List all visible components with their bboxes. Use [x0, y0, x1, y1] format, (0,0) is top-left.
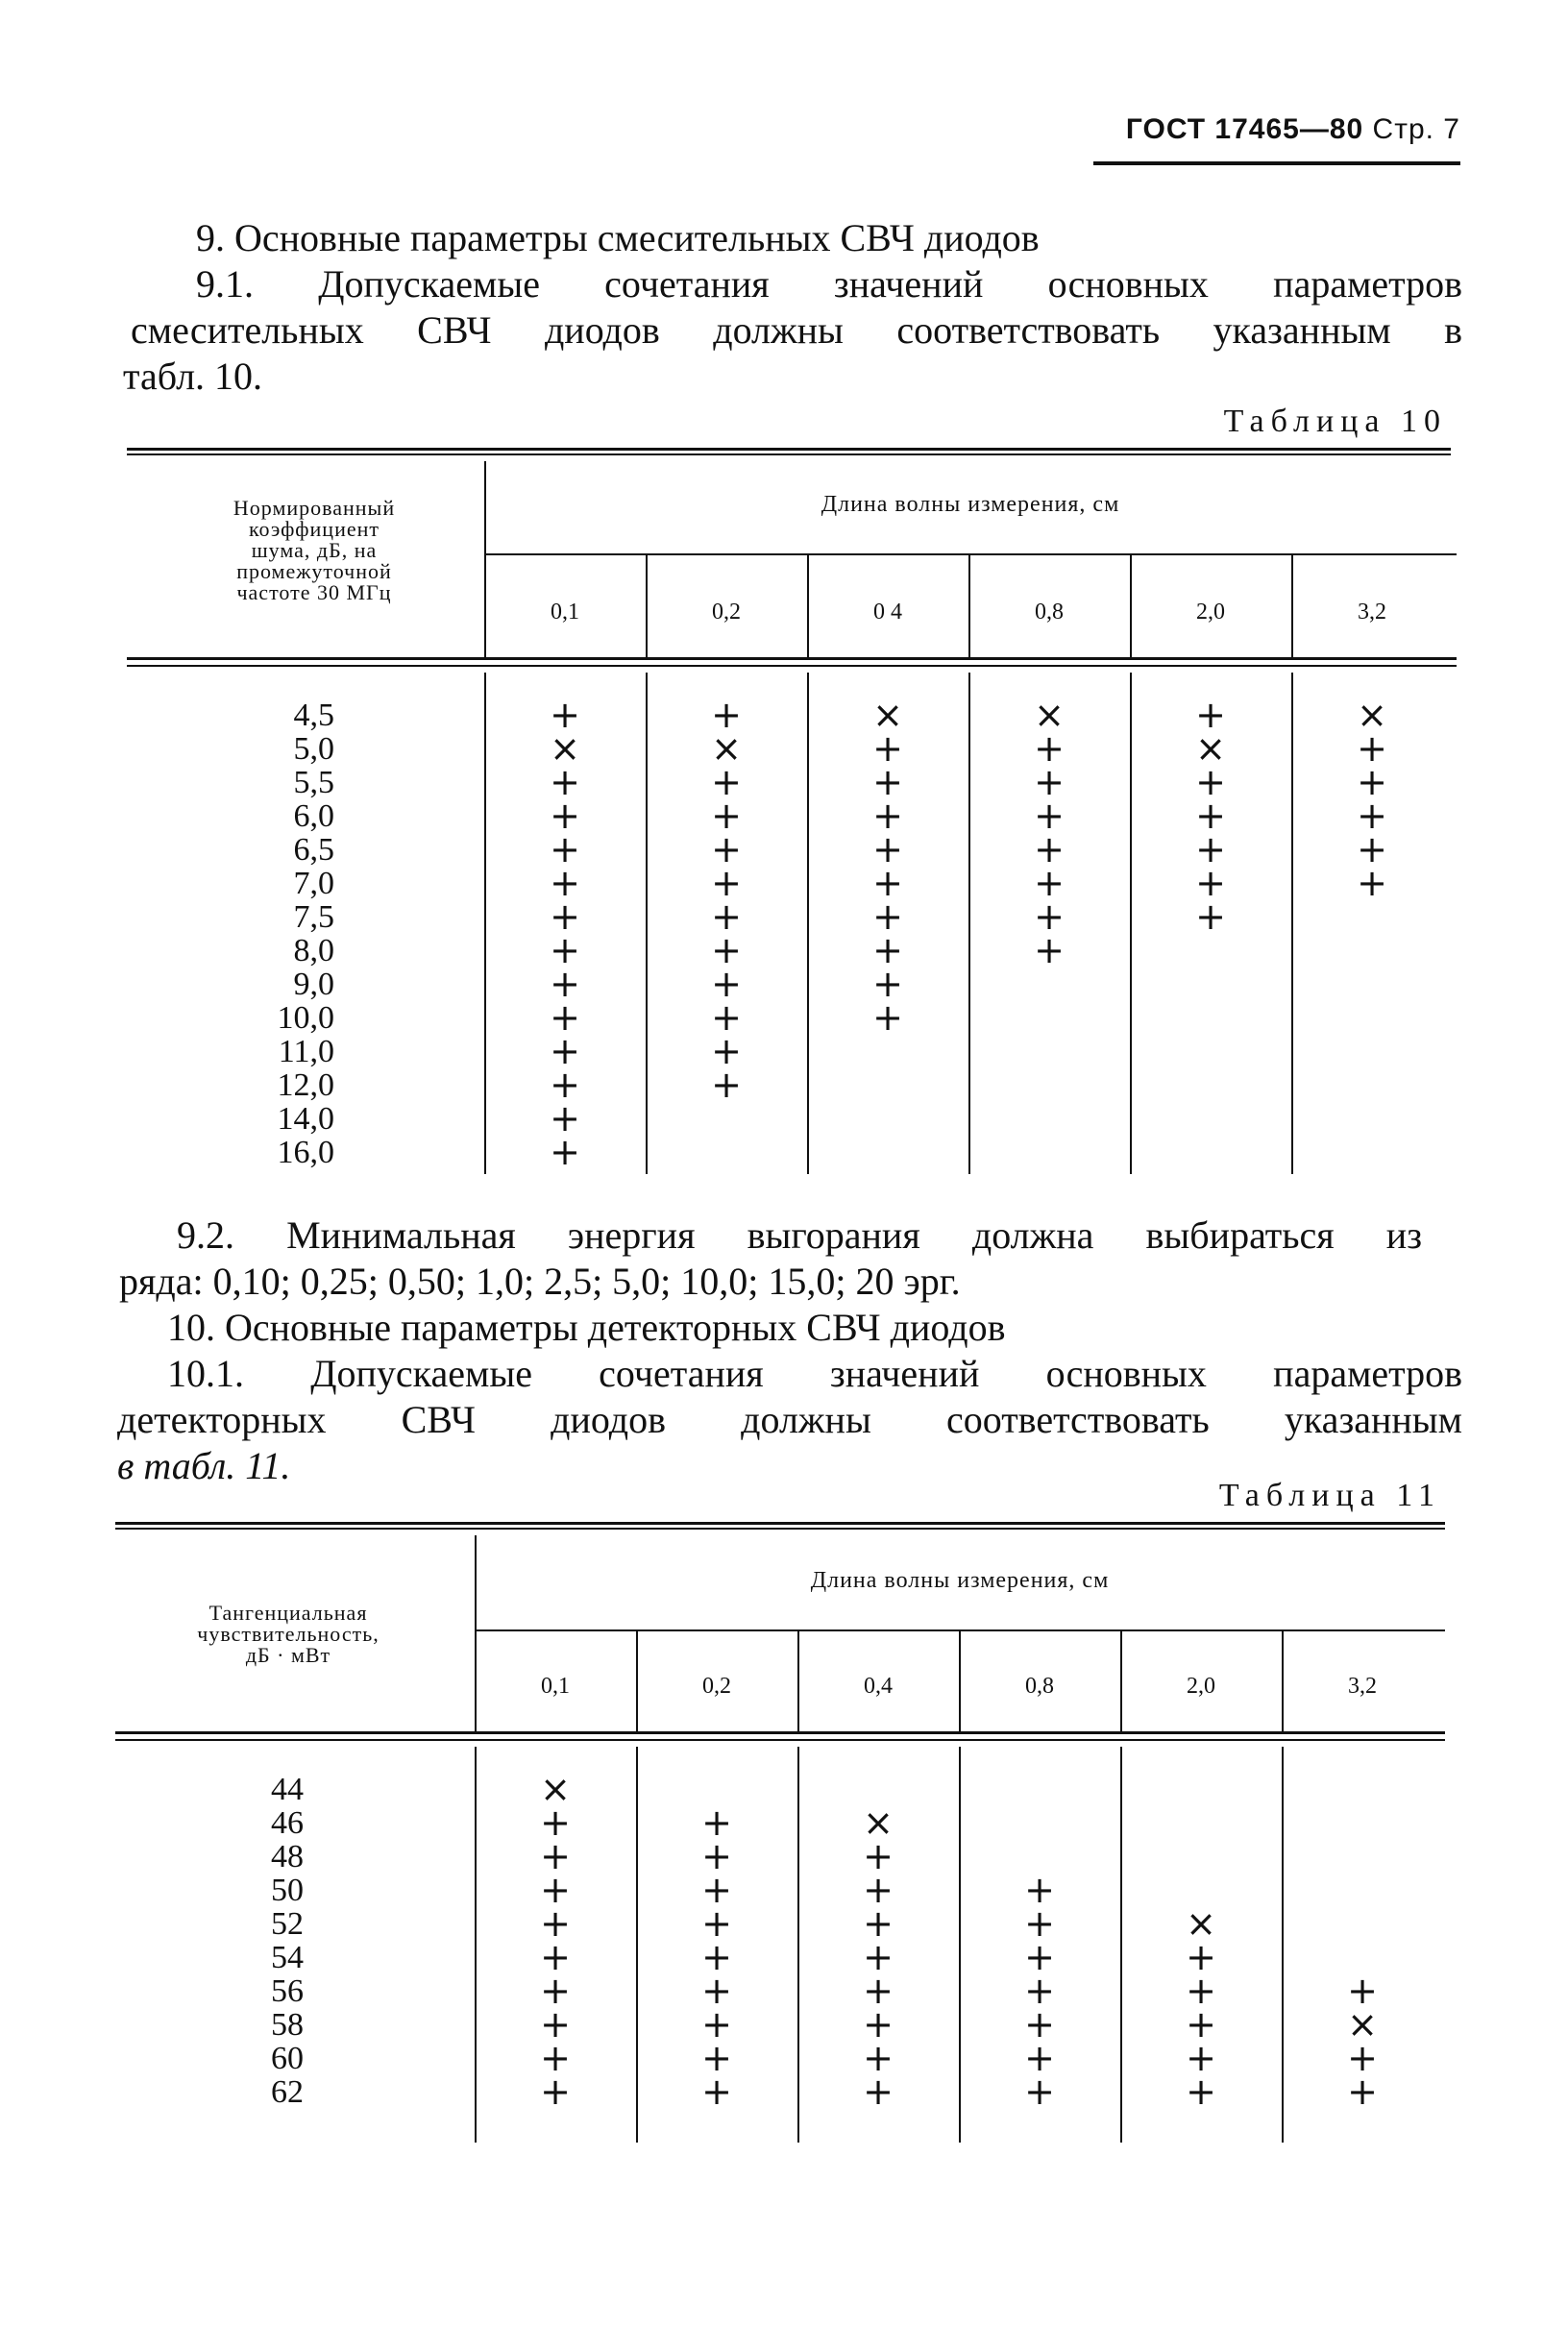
- plus-mark-icon: +: [1034, 895, 1065, 938]
- t10-rh-5: частоте 30 МГц: [236, 580, 392, 604]
- plus-mark-icon: +: [711, 963, 742, 1005]
- section-92-10: [117, 1213, 1462, 1489]
- cross-mark-icon: ×: [1186, 1902, 1216, 1945]
- plus-mark-icon: +: [1024, 2037, 1055, 2079]
- plus-mark-icon: +: [550, 795, 580, 837]
- plus-mark-icon: +: [701, 1902, 732, 1945]
- plus-mark-icon: +: [863, 2003, 894, 2046]
- plus-mark-icon: +: [550, 963, 580, 1005]
- table11-col-sep-body: [959, 1747, 961, 2143]
- row-value: 60: [271, 2041, 304, 2076]
- cross-mark-icon: ×: [863, 1801, 894, 1844]
- column-label: 0,2: [712, 600, 741, 625]
- plus-mark-icon: +: [540, 1936, 571, 1978]
- p91-line-1: 9.1. Допускаемые сочетания значений основных параметров: [196, 262, 1462, 306]
- table-10-header-rule: [127, 657, 1457, 660]
- plus-mark-icon: +: [1034, 929, 1065, 971]
- column-label: 2,0: [1196, 600, 1225, 625]
- plus-mark-icon: +: [1347, 2037, 1378, 2079]
- plus-mark-icon: +: [540, 1902, 571, 1945]
- plus-mark-icon: +: [1186, 1936, 1216, 1978]
- row-value: 6,5: [293, 832, 334, 868]
- column-label: 0,1: [541, 1674, 570, 1699]
- plus-mark-icon: +: [1357, 727, 1387, 770]
- plus-mark-icon: +: [1357, 862, 1387, 904]
- row-value: 16,0: [277, 1135, 334, 1170]
- plus-mark-icon: +: [1195, 761, 1226, 803]
- row-value: 46: [271, 1805, 304, 1841]
- plus-mark-icon: +: [1186, 2070, 1216, 2113]
- plus-mark-icon: +: [863, 1835, 894, 1877]
- row-value: 44: [271, 1772, 304, 1807]
- plus-mark-icon: +: [711, 761, 742, 803]
- table-10-subheader-rule: [484, 553, 1457, 555]
- cross-mark-icon: ×: [711, 727, 742, 770]
- row-value: 6,0: [293, 798, 334, 834]
- p92-line-2: ряда: 0,10; 0,25; 0,50; 1,0; 2,5; 5,0; 10,0; 15,0; 20 эрг.: [119, 1260, 961, 1303]
- table10-col-sep-body: [1130, 673, 1132, 1174]
- plus-mark-icon: +: [1347, 2070, 1378, 2113]
- plus-mark-icon: +: [550, 1131, 580, 1173]
- table11-col-sep-body: [1282, 1747, 1284, 2143]
- cross-mark-icon: ×: [1034, 694, 1065, 736]
- column-label: 0 4: [873, 600, 902, 625]
- table-11-caption: Таблица 11: [1218, 1478, 1441, 1513]
- plus-mark-icon: +: [1034, 727, 1065, 770]
- table-10-row-header: [175, 498, 453, 603]
- row-value: 14,0: [277, 1101, 334, 1137]
- plus-mark-icon: +: [550, 1030, 580, 1072]
- plus-mark-icon: +: [1195, 694, 1226, 736]
- plus-mark-icon: +: [872, 828, 903, 870]
- p101-line-3: в табл. 11.: [117, 1444, 291, 1487]
- plus-mark-icon: +: [1357, 795, 1387, 837]
- row-value: 58: [271, 2007, 304, 2043]
- plus-mark-icon: +: [550, 828, 580, 870]
- plus-mark-icon: +: [1024, 1869, 1055, 1911]
- table10-header-split: [484, 461, 486, 657]
- row-value: 8,0: [293, 933, 334, 968]
- cross-mark-icon: ×: [550, 727, 580, 770]
- plus-mark-icon: +: [540, 1970, 571, 2012]
- plus-mark-icon: +: [1186, 2003, 1216, 2046]
- plus-mark-icon: +: [711, 828, 742, 870]
- row-value: 9,0: [293, 967, 334, 1002]
- plus-mark-icon: +: [863, 1902, 894, 1945]
- cross-mark-icon: ×: [1357, 694, 1387, 736]
- cross-mark-icon: ×: [872, 694, 903, 736]
- table-11-col-group-header: Длина волны измерения, см: [810, 1568, 1110, 1593]
- table-10-caption: Таблица 10: [1223, 404, 1447, 439]
- plus-mark-icon: +: [711, 1030, 742, 1072]
- table-10-top-rule: [127, 448, 1451, 451]
- plus-mark-icon: +: [711, 895, 742, 938]
- plus-mark-icon: +: [701, 1801, 732, 1844]
- plus-mark-icon: +: [872, 727, 903, 770]
- plus-mark-icon: +: [863, 2037, 894, 2079]
- plus-mark-icon: +: [872, 929, 903, 971]
- plus-mark-icon: +: [1024, 1936, 1055, 1978]
- section-9-title: 9. Основные параметры смесительных СВЧ диодов: [196, 216, 1040, 259]
- t11-rh-1: Тангенциальная: [208, 1601, 368, 1625]
- plus-mark-icon: +: [872, 862, 903, 904]
- plus-mark-icon: +: [872, 761, 903, 803]
- t10-rh-4: промежуточной: [236, 559, 392, 583]
- plus-mark-icon: +: [701, 2037, 732, 2079]
- table10-col-sep-body: [807, 673, 809, 1174]
- plus-mark-icon: +: [550, 996, 580, 1039]
- plus-mark-icon: +: [550, 761, 580, 803]
- column-label: 0,1: [551, 600, 579, 625]
- column-label: 2,0: [1187, 1674, 1215, 1699]
- section-9: [117, 215, 1462, 400]
- p91-line-2: смесительных СВЧ диодов должны соответствовать указанным в: [131, 308, 1462, 352]
- table-11-top-rule: [115, 1522, 1445, 1525]
- plus-mark-icon: +: [540, 2070, 571, 2113]
- column-label: 3,2: [1358, 600, 1386, 625]
- table11-body-split: [475, 1747, 477, 2143]
- plus-mark-icon: +: [872, 963, 903, 1005]
- row-value: 56: [271, 1973, 304, 2009]
- row-value: 5,0: [293, 731, 334, 767]
- row-value: 11,0: [278, 1034, 334, 1069]
- plus-mark-icon: +: [701, 1835, 732, 1877]
- cross-mark-icon: ×: [1347, 2003, 1378, 2046]
- table-10-top-rule-2: [127, 453, 1451, 455]
- p91-line-3: табл. 10.: [123, 355, 263, 398]
- plus-mark-icon: +: [863, 1869, 894, 1911]
- plus-mark-icon: +: [1195, 862, 1226, 904]
- table11-col-sep-body: [1120, 1747, 1122, 2143]
- plus-mark-icon: +: [711, 1064, 742, 1106]
- plus-mark-icon: +: [1195, 795, 1226, 837]
- section-10-title: 10. Основные параметры детекторных СВЧ диодов: [167, 1306, 1006, 1349]
- table11-header-split: [475, 1535, 477, 1731]
- column-label: 3,2: [1348, 1674, 1377, 1699]
- plus-mark-icon: +: [872, 996, 903, 1039]
- plus-mark-icon: +: [540, 1801, 571, 1844]
- p101-line-2: детекторных СВЧ диодов должны соответствовать указанным: [117, 1398, 1462, 1441]
- plus-mark-icon: +: [711, 795, 742, 837]
- cross-mark-icon: ×: [1195, 727, 1226, 770]
- table11-col-sep-body: [636, 1747, 638, 2143]
- standard-number: ГОСТ 17465—80: [1125, 113, 1364, 145]
- plus-mark-icon: +: [1024, 1970, 1055, 2012]
- column-label: 0,8: [1035, 600, 1064, 625]
- plus-mark-icon: +: [711, 929, 742, 971]
- t11-rh-2: чувствительность,: [197, 1622, 380, 1646]
- plus-mark-icon: +: [550, 1097, 580, 1139]
- cross-mark-icon: ×: [540, 1768, 571, 1810]
- plus-mark-icon: +: [540, 1835, 571, 1877]
- plus-mark-icon: +: [1195, 828, 1226, 870]
- plus-mark-icon: +: [701, 2003, 732, 2046]
- row-value: 50: [271, 1873, 304, 1908]
- plus-mark-icon: +: [550, 929, 580, 971]
- row-value: 54: [271, 1940, 304, 1975]
- table10-body-split: [484, 673, 486, 1174]
- column-label: 0,8: [1025, 1674, 1054, 1699]
- table11-col-sep-body: [797, 1747, 799, 2143]
- row-value: 7,5: [293, 899, 334, 935]
- plus-mark-icon: +: [1024, 2003, 1055, 2046]
- t10-rh-3: шума, дБ, на: [251, 538, 378, 562]
- plus-mark-icon: +: [863, 2070, 894, 2113]
- plus-mark-icon: +: [1195, 895, 1226, 938]
- plus-mark-icon: +: [872, 795, 903, 837]
- plus-mark-icon: +: [711, 996, 742, 1039]
- row-value: 5,5: [293, 765, 334, 800]
- plus-mark-icon: +: [1034, 795, 1065, 837]
- p92-line-1: 9.2. Минимальная энергия выгорания должна выбираться из: [177, 1213, 1422, 1257]
- table10-col-sep-body: [968, 673, 970, 1174]
- t11-rh-3: дБ · мВт: [245, 1643, 331, 1667]
- plus-mark-icon: +: [1034, 761, 1065, 803]
- plus-mark-icon: +: [540, 2037, 571, 2079]
- plus-mark-icon: +: [1357, 761, 1387, 803]
- plus-mark-icon: +: [701, 2070, 732, 2113]
- row-value: 62: [271, 2074, 304, 2110]
- table10-col-sep-body: [1291, 673, 1293, 1174]
- table-10-col-group-header: Длина волны измерения, см: [821, 492, 1120, 517]
- table-11-header-rule: [115, 1731, 1445, 1734]
- plus-mark-icon: +: [863, 1936, 894, 1978]
- plus-mark-icon: +: [550, 895, 580, 938]
- plus-mark-icon: +: [872, 895, 903, 938]
- column-label: 0,2: [702, 1674, 731, 1699]
- plus-mark-icon: +: [701, 1970, 732, 2012]
- plus-mark-icon: +: [550, 1064, 580, 1106]
- table-11-row-header: [144, 1603, 432, 1666]
- row-value: 10,0: [277, 1000, 334, 1036]
- page-number: Стр. 7: [1372, 113, 1460, 145]
- plus-mark-icon: +: [1024, 2070, 1055, 2113]
- table-10-header-rule-2: [127, 665, 1457, 667]
- column-label: 0,4: [864, 1674, 893, 1699]
- plus-mark-icon: +: [1357, 828, 1387, 870]
- t10-rh-1: Нормированный: [233, 496, 396, 520]
- table-11-top-rule-2: [115, 1528, 1445, 1530]
- plus-mark-icon: +: [550, 862, 580, 904]
- plus-mark-icon: +: [863, 1970, 894, 2012]
- table10-col-sep-body: [646, 673, 648, 1174]
- row-value: 7,0: [293, 866, 334, 901]
- plus-mark-icon: +: [540, 1869, 571, 1911]
- plus-mark-icon: +: [1034, 828, 1065, 870]
- plus-mark-icon: +: [540, 2003, 571, 2046]
- row-value: 48: [271, 1839, 304, 1874]
- plus-mark-icon: +: [711, 694, 742, 736]
- plus-mark-icon: +: [1347, 1970, 1378, 2012]
- plus-mark-icon: +: [1186, 1970, 1216, 2012]
- plus-mark-icon: +: [701, 1936, 732, 1978]
- plus-mark-icon: +: [1034, 862, 1065, 904]
- page-header: [1126, 113, 1460, 146]
- row-value: 52: [271, 1906, 304, 1942]
- header-rule: [1093, 161, 1460, 165]
- row-value: 4,5: [293, 698, 334, 733]
- t10-rh-2: коэффициент: [248, 517, 380, 541]
- plus-mark-icon: +: [701, 1869, 732, 1911]
- p101-line-1: 10.1. Допускаемые сочетания значений основных параметров: [167, 1352, 1462, 1395]
- plus-mark-icon: +: [1024, 1902, 1055, 1945]
- row-value: 12,0: [277, 1067, 334, 1103]
- table-11-header-rule-2: [115, 1739, 1445, 1741]
- plus-mark-icon: +: [550, 694, 580, 736]
- plus-mark-icon: +: [1186, 2037, 1216, 2079]
- plus-mark-icon: +: [711, 862, 742, 904]
